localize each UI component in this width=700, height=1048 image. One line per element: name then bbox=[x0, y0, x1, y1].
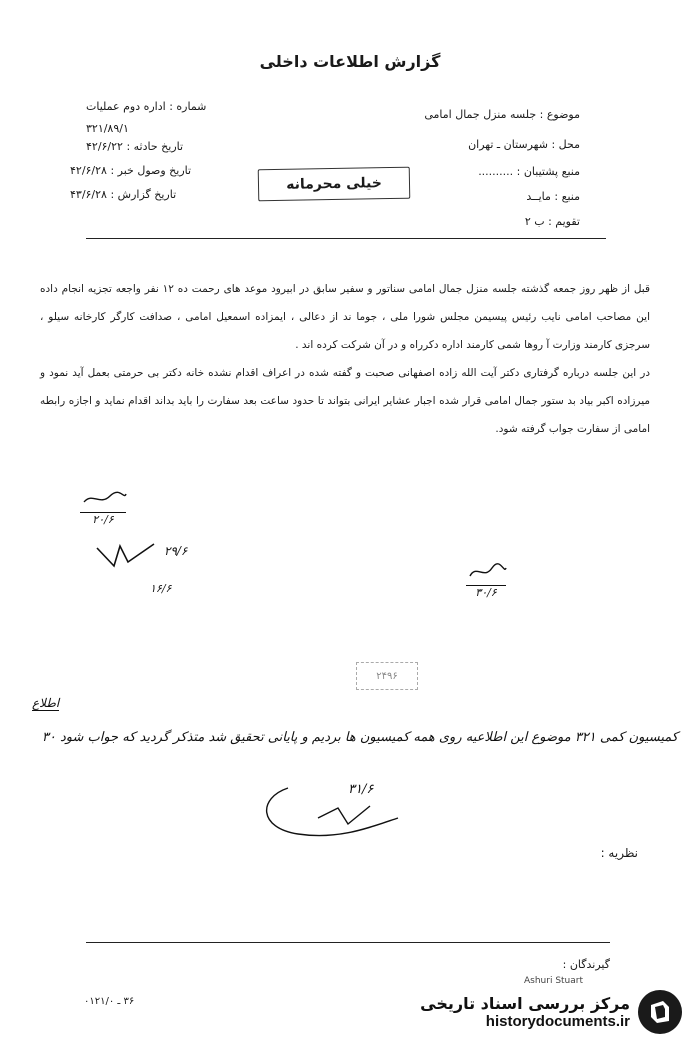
event-date-field: تاریخ حادثه : ۴۲/۶/۲۲ bbox=[86, 140, 184, 153]
handwritten-note: کمیسیون کمی ۳۲۱ موضوع این اطلاعیه روی همه کمیسیون ها بردیم و پایانی تحقیق شد متذکر گردید که جواب شود ۳۰ bbox=[41, 730, 678, 745]
received-date-field: تاریخ وصول خبر : ۴۲/۶/۲۸ bbox=[70, 164, 192, 177]
source-support-field: منبع پشتیبان : .......... bbox=[478, 165, 580, 178]
archive-logo-icon bbox=[638, 990, 682, 1034]
signature-scribble-icon bbox=[258, 778, 408, 848]
small-stamp: ۲۴۹۶ bbox=[356, 662, 418, 690]
left-signature-2 bbox=[94, 540, 188, 573]
right-signature bbox=[466, 562, 510, 599]
valuation-field: تقویم : ب ۲ bbox=[524, 215, 580, 228]
header-divider bbox=[86, 238, 606, 239]
watermark bbox=[420, 990, 682, 1034]
paragraph-1: قبل از ظهر روز جمعه گذشته جلسه منزل جمال امامی سناتور و سفیر سابق در ابیرود موعد های رحمت ده ۱۲ نفر واجعه تجزیه انجام داده این مصاحب امامی نایب رئیس پیسیمن مجلس شورا ملی ، جوما ند از دعالی ، ایمزاده اسمعیل امامی ، صدافت کارگر کارخانه سیلو ، سرجزی کارمند وزارت آ روها شمی کارمند اداره دکرراه و در آن شرکت کرده اند . bbox=[40, 283, 650, 351]
signature-scribble-icon bbox=[466, 562, 510, 582]
number-value: ۳۲۱/۸۹/۱ bbox=[86, 122, 129, 135]
left-sig-3-date: ۱۶/۶ bbox=[150, 582, 172, 595]
margin-note: اطلاع bbox=[32, 696, 60, 710]
report-date-field: تاریخ گزارش : ۴۳/۶/۲۸ bbox=[70, 188, 177, 201]
left-sig-2-date: ۲۹/۶ bbox=[164, 544, 188, 558]
signature-scribble-icon bbox=[80, 490, 130, 508]
right-sig-date: ۳۰/۶ bbox=[466, 585, 506, 599]
left-signature-1 bbox=[80, 490, 130, 526]
footer-divider bbox=[86, 942, 610, 943]
report-title: گزارش اطلاعات داخلی bbox=[259, 52, 441, 71]
watermark-en: historydocuments.ir bbox=[485, 1013, 630, 1030]
signature-scribble-icon bbox=[94, 540, 164, 570]
location-field: محل : شهرستان ـ تهران bbox=[468, 138, 580, 151]
handwritten-sig-date: ۳۱/۶ bbox=[348, 782, 374, 797]
left-sig-1-date: ۲۰/۶ bbox=[80, 512, 126, 526]
report-body bbox=[40, 275, 650, 443]
subject-field: موضوع : جلسه منزل جمال امامی bbox=[424, 108, 580, 121]
form-code: ۳۶ ـ ۰۱۲۱/۰ bbox=[84, 996, 135, 1007]
watermark-fa: مرکز بررسی اسناد تاریخی bbox=[420, 994, 630, 1013]
recipients-label: گیرندگان : bbox=[562, 958, 610, 971]
watermark-text bbox=[420, 994, 630, 1030]
signature-note: Ashuri Stuart bbox=[524, 976, 584, 986]
source-field: منبع : مایــد bbox=[526, 190, 580, 203]
classification-stamp: خیلی محرمانه bbox=[258, 167, 411, 202]
comment-label: نظریه : bbox=[600, 846, 638, 860]
number-field: شماره : اداره دوم عملیات bbox=[86, 100, 207, 113]
handwritten-signature bbox=[258, 778, 408, 852]
paragraph-2: در این جلسه درباره گرفتاری دکتر آیت الله زاده اصفهانی صحبت و گفته شده در اعراف اقدام نشده خانه دکتر بی حرمتی بعمل آید نمود و میرزاده اکبر بیاد بد ستور جمال امامی قرار شده اجبار عشایر ایرانی بتواند تا حدود ساعت بعد سفارت را باید بداند اقدام نماید و اجازه رابطه امامی از سفارت جواب گرفته شود. bbox=[40, 367, 650, 435]
